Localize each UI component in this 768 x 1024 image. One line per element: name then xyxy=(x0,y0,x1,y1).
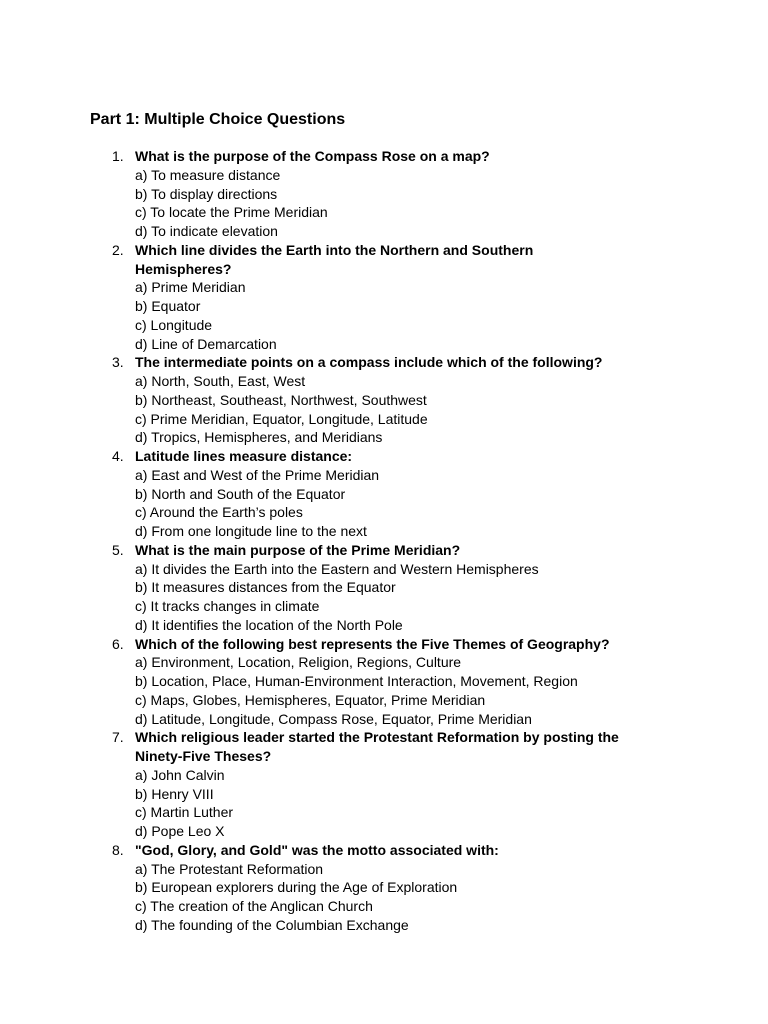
answer-options xyxy=(0,166,768,241)
answer-options xyxy=(0,278,768,353)
answer-options xyxy=(0,653,768,728)
question-item xyxy=(0,541,768,635)
answer-option: d) To indicate elevation xyxy=(135,223,278,239)
answer-option: b) Henry VIII xyxy=(135,785,214,802)
page-title: Part 1: Multiple Choice Questions xyxy=(90,111,346,128)
answer-option: b) To display directions xyxy=(135,185,278,202)
answer-option: a) The Protestant Reformation xyxy=(135,860,324,877)
answer-option: c) It tracks changes in climate xyxy=(135,598,320,614)
question-item xyxy=(0,635,768,729)
answer-option: d) Tropics, Hemispheres, and Meridians xyxy=(135,429,383,446)
question-text: What is the main purpose of the Prime Meridian? xyxy=(135,541,461,558)
question-text: Latitude lines measure distance: xyxy=(135,448,353,464)
answer-option: c) To locate the Prime Meridian xyxy=(135,204,328,221)
question-text: What is the purpose of the Compass Rose on a map? xyxy=(135,148,490,164)
question-number: 6. xyxy=(112,635,124,652)
question-item xyxy=(0,841,768,935)
answer-option: b) Equator xyxy=(135,298,201,314)
answer-option: c) Maps, Globes, Hemispheres, Equator, Prime Meridian xyxy=(135,691,486,708)
question-number: 4. xyxy=(112,448,124,464)
answer-option: c) Around the Earth’s poles xyxy=(135,504,303,521)
answer-option: b) North and South of the Equator xyxy=(135,485,346,502)
answer-option: d) From one longitude line to the next xyxy=(135,523,367,539)
answer-option: d) The founding of the Columbian Exchange xyxy=(135,916,409,933)
question-text: Which religious leader started the Protestant Reformation by posting the Ninety-Five Theses? xyxy=(135,729,619,764)
answer-option: a) To measure distance xyxy=(135,166,281,183)
answer-option: d) Line of Demarcation xyxy=(135,335,277,352)
question-number: 3. xyxy=(112,354,124,371)
question-number: 1. xyxy=(112,148,124,164)
answer-option: b) European explorers during the Age of Exploration xyxy=(135,879,458,896)
answer-option: c) Martin Luther xyxy=(135,804,234,821)
answer-option: a) John Calvin xyxy=(135,766,225,783)
answer-options xyxy=(0,372,768,447)
answer-option: d) Latitude, Longitude, Compass Rose, Equator, Prime Meridian xyxy=(135,710,532,727)
answer-options xyxy=(0,766,768,841)
question-list xyxy=(0,147,768,935)
answer-option: c) The creation of the Anglican Church xyxy=(135,898,373,914)
question-text: "God, Glory, and Gold" was the motto associated with: xyxy=(135,841,499,858)
question-text: The intermediate points on a compass include which of the following? xyxy=(135,354,603,371)
question-text: Which of the following best represents the Five Themes of Geography? xyxy=(135,635,610,652)
question-text: Which line divides the Earth into the Northern and Southern Hemispheres? xyxy=(135,241,534,277)
answer-option: c) Longitude xyxy=(135,316,213,333)
answer-option: b) Location, Place, Human-Environment Interaction, Movement, Region xyxy=(135,673,578,689)
answer-option: a) Prime Meridian xyxy=(135,279,246,296)
answer-option: b) Northeast, Southeast, Northwest, Southwest xyxy=(135,391,427,408)
question-item xyxy=(0,147,768,241)
answer-options xyxy=(0,560,768,635)
question-number: 2. xyxy=(112,241,124,258)
question-item xyxy=(0,447,768,541)
answer-option: a) East and West of the Prime Meridian xyxy=(135,466,380,483)
question-item xyxy=(0,728,768,841)
answer-option: d) It identifies the location of the North Pole xyxy=(135,616,403,633)
answer-options xyxy=(0,860,768,935)
question-item xyxy=(0,241,768,354)
answer-option: a) It divides the Earth into the Eastern and Western Hemispheres xyxy=(135,560,539,577)
answer-option: b) It measures distances from the Equator xyxy=(135,579,396,596)
question-number: 5. xyxy=(112,541,124,558)
answer-option: a) Environment, Location, Religion, Regions, Culture xyxy=(135,654,462,671)
question-item xyxy=(0,353,768,447)
answer-option: d) Pope Leo X xyxy=(135,823,225,839)
answer-option: a) North, South, East, West xyxy=(135,373,306,389)
answer-options xyxy=(0,466,768,541)
question-number: 7. xyxy=(112,729,124,746)
answer-option: c) Prime Meridian, Equator, Longitude, Latitude xyxy=(135,410,428,427)
question-number: 8. xyxy=(112,841,124,858)
